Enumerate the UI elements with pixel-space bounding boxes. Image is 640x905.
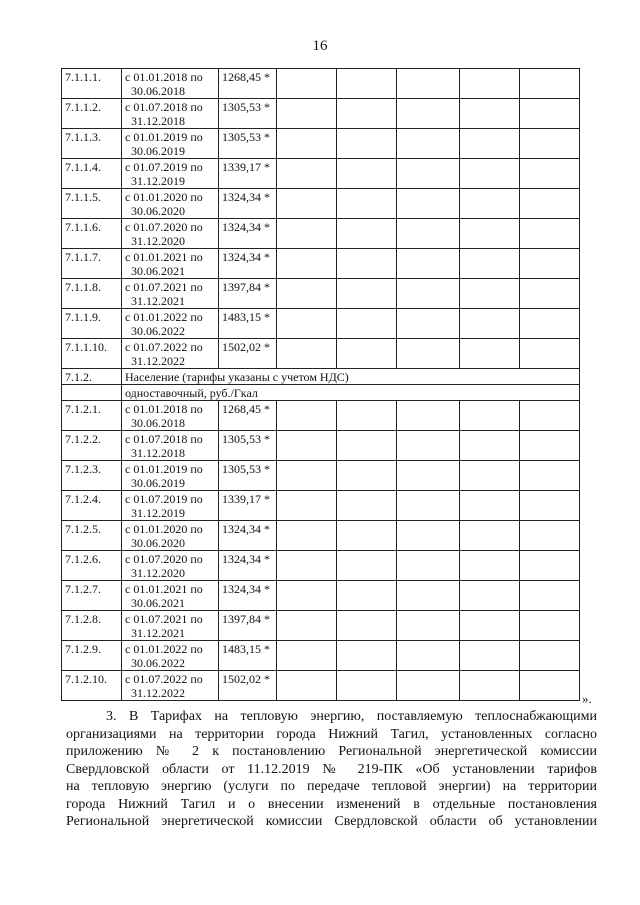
table-row (62, 431, 580, 461)
table-row (62, 249, 580, 279)
period-cell (122, 249, 219, 279)
table-row (62, 581, 580, 611)
empty-cell (397, 189, 460, 219)
empty-cell (520, 99, 580, 129)
period-start: с 01.01.2020 по (125, 522, 203, 536)
period-start: с 01.07.2018 по (125, 432, 203, 446)
period-start: с 01.01.2021 по (125, 582, 203, 596)
empty-cell (520, 611, 580, 641)
empty-cell (397, 551, 460, 581)
row-number: 7.1.2.6. (62, 551, 122, 581)
period-cell (122, 491, 219, 521)
empty-cell (520, 521, 580, 551)
empty-cell (277, 339, 337, 369)
tariff-value: 1339,17 * (219, 491, 277, 521)
empty-cell (277, 219, 337, 249)
row-number: 7.1.1.8. (62, 279, 122, 309)
paragraph-line: приложению № 2 к постановлению Региональной энергетической комиссии (66, 744, 597, 759)
empty-cell (397, 129, 460, 159)
tariff-value: 1324,34 * (219, 581, 277, 611)
empty-cell (337, 431, 397, 461)
empty-cell (460, 309, 520, 339)
empty-cell (520, 159, 580, 189)
tariff-value: 1397,84 * (219, 279, 277, 309)
period-end: 30.06.2019 (131, 476, 185, 490)
empty-cell (460, 249, 520, 279)
period-cell (122, 401, 219, 431)
row-number: 7.1.2.10. (62, 671, 122, 701)
empty-cell (397, 641, 460, 671)
row-number: 7.1.1.2. (62, 99, 122, 129)
row-number: 7.1.1.10. (62, 339, 122, 369)
empty-cell (277, 279, 337, 309)
table-row (62, 641, 580, 671)
period-start: с 01.07.2019 по (125, 160, 203, 174)
empty-cell (277, 491, 337, 521)
period-end: 30.06.2020 (131, 536, 185, 550)
period-start: с 01.07.2020 по (125, 220, 203, 234)
row-number: 7.1.2.9. (62, 641, 122, 671)
tariff-value: 1268,45 * (219, 401, 277, 431)
table-row (62, 369, 580, 385)
period-cell (122, 219, 219, 249)
empty-cell (277, 611, 337, 641)
table-row (62, 219, 580, 249)
row-number: 7.1.2.4. (62, 491, 122, 521)
period-cell (122, 431, 219, 461)
table-row (62, 309, 580, 339)
period-start: с 01.01.2018 по (125, 70, 203, 84)
empty-cell (460, 339, 520, 369)
period-end: 31.12.2020 (131, 566, 185, 580)
empty-cell (397, 671, 460, 701)
empty-cell (277, 249, 337, 279)
period-end: 31.12.2019 (131, 506, 185, 520)
empty-cell (520, 581, 580, 611)
period-end: 30.06.2018 (131, 84, 185, 98)
empty-cell (337, 521, 397, 551)
table-row (62, 521, 580, 551)
section-subheading: одноставочный, руб./Гкал (122, 385, 580, 401)
section-heading: Население (тарифы указаны с учетом НДС) (122, 369, 580, 385)
empty-cell (337, 279, 397, 309)
empty-cell (460, 461, 520, 491)
period-start: с 01.07.2019 по (125, 492, 203, 506)
empty-cell (337, 159, 397, 189)
paragraph-line: города Нижний Тагил и о внесении изменений в отдельные постановления (66, 796, 597, 812)
empty-cell (397, 69, 460, 99)
empty-cell (397, 491, 460, 521)
tariff-value: 1502,02 * (219, 339, 277, 369)
empty-cell (277, 159, 337, 189)
period-cell (122, 159, 219, 189)
empty-cell (337, 491, 397, 521)
period-end: 31.12.2019 (131, 174, 185, 188)
empty-cell (337, 401, 397, 431)
table-row (62, 99, 580, 129)
empty-cell (397, 611, 460, 641)
period-start: с 01.07.2021 по (125, 280, 203, 294)
empty-cell (337, 309, 397, 339)
period-cell (122, 339, 219, 369)
empty-cell (520, 461, 580, 491)
empty-cell (520, 431, 580, 461)
tariff-value: 1324,34 * (219, 521, 277, 551)
empty-cell (397, 431, 460, 461)
row-number: 7.1.1.3. (62, 129, 122, 159)
empty-cell (337, 219, 397, 249)
paragraph-line: 3. В Тарифах на тепловую энергию, поставляемую теплоснабжающими (106, 709, 597, 724)
empty-cell (520, 491, 580, 521)
empty-cell (337, 99, 397, 129)
row-number: 7.1.2.8. (62, 611, 122, 641)
period-end: 31.12.2018 (131, 446, 185, 460)
empty-cell (277, 641, 337, 671)
empty-cell (460, 99, 520, 129)
paragraph-line: Свердловской области от 11.12.2019 № 219-ПК «Об установлении тарифов (66, 761, 597, 777)
tariff-table-body (62, 69, 580, 701)
paragraph-line: на тепловую энергию (услуги по передаче тепловой энергии) на территории (66, 779, 597, 794)
empty-cell (460, 641, 520, 671)
period-end: 30.06.2021 (131, 264, 185, 278)
empty-cell (277, 189, 337, 219)
table-row (62, 401, 580, 431)
empty-cell (397, 581, 460, 611)
row-number: 7.1.2. (62, 369, 122, 385)
period-end: 30.06.2022 (131, 656, 185, 670)
tariff-value: 1268,45 * (219, 69, 277, 99)
tariff-value: 1305,53 * (219, 99, 277, 129)
tariff-value: 1324,34 * (219, 189, 277, 219)
empty-cell (337, 611, 397, 641)
empty-cell (277, 99, 337, 129)
empty-cell (520, 401, 580, 431)
table-row (62, 339, 580, 369)
empty-cell (520, 309, 580, 339)
period-end: 31.12.2022 (131, 354, 185, 368)
period-start: с 01.07.2018 по (125, 100, 203, 114)
row-number (62, 385, 122, 401)
row-number: 7.1.2.2. (62, 431, 122, 461)
empty-cell (460, 491, 520, 521)
empty-cell (397, 401, 460, 431)
empty-cell (460, 611, 520, 641)
tariff-value: 1305,53 * (219, 129, 277, 159)
empty-cell (460, 279, 520, 309)
empty-cell (277, 309, 337, 339)
empty-cell (337, 339, 397, 369)
period-cell (122, 611, 219, 641)
table-row (62, 491, 580, 521)
period-cell (122, 521, 219, 551)
period-end: 31.12.2021 (131, 294, 185, 308)
empty-cell (397, 249, 460, 279)
row-number: 7.1.1.6. (62, 219, 122, 249)
empty-cell (397, 521, 460, 551)
empty-cell (397, 159, 460, 189)
table-row (62, 461, 580, 491)
empty-cell (460, 581, 520, 611)
period-end: 31.12.2021 (131, 626, 185, 640)
period-start: с 01.01.2021 по (125, 250, 203, 264)
empty-cell (337, 551, 397, 581)
empty-cell (397, 99, 460, 129)
empty-cell (337, 581, 397, 611)
empty-cell (460, 129, 520, 159)
period-start: с 01.07.2021 по (125, 612, 203, 626)
period-cell (122, 189, 219, 219)
period-end: 30.06.2020 (131, 204, 185, 218)
tariff-value: 1324,34 * (219, 249, 277, 279)
empty-cell (520, 641, 580, 671)
empty-cell (337, 189, 397, 219)
tariff-value: 1502,02 * (219, 671, 277, 701)
period-end: 30.06.2021 (131, 596, 185, 610)
empty-cell (460, 671, 520, 701)
empty-cell (520, 129, 580, 159)
row-number: 7.1.1.1. (62, 69, 122, 99)
period-end: 30.06.2019 (131, 144, 185, 158)
table-row (62, 129, 580, 159)
period-cell (122, 279, 219, 309)
tariff-value: 1324,34 * (219, 551, 277, 581)
tariff-value: 1305,53 * (219, 461, 277, 491)
row-number: 7.1.2.1. (62, 401, 122, 431)
tariff-value: 1324,34 * (219, 219, 277, 249)
row-number: 7.1.1.5. (62, 189, 122, 219)
period-start: с 01.07.2020 по (125, 552, 203, 566)
empty-cell (460, 401, 520, 431)
empty-cell (460, 189, 520, 219)
period-start: с 01.07.2022 по (125, 340, 203, 354)
table-row (62, 279, 580, 309)
row-number: 7.1.1.9. (62, 309, 122, 339)
paragraph-line: организациями на территории города Нижний Тагил, установленных согласно (66, 726, 597, 742)
period-start: с 01.01.2022 по (125, 642, 203, 656)
table-row (62, 159, 580, 189)
empty-cell (460, 431, 520, 461)
empty-cell (337, 461, 397, 491)
period-cell (122, 581, 219, 611)
empty-cell (460, 219, 520, 249)
tariff-value: 1305,53 * (219, 431, 277, 461)
empty-cell (337, 671, 397, 701)
empty-cell (397, 219, 460, 249)
page-number: 16 (312, 38, 328, 54)
empty-cell (520, 671, 580, 701)
empty-cell (460, 551, 520, 581)
empty-cell (277, 401, 337, 431)
period-end: 31.12.2018 (131, 114, 185, 128)
empty-cell (337, 69, 397, 99)
period-cell (122, 309, 219, 339)
period-cell (122, 69, 219, 99)
table-row (62, 671, 580, 701)
row-number: 7.1.1.4. (62, 159, 122, 189)
empty-cell (277, 129, 337, 159)
period-cell (122, 99, 219, 129)
period-start: с 01.01.2022 по (125, 310, 203, 324)
row-number: 7.1.2.5. (62, 521, 122, 551)
period-cell (122, 641, 219, 671)
empty-cell (337, 249, 397, 279)
table-row (62, 385, 580, 401)
empty-cell (460, 159, 520, 189)
empty-cell (520, 279, 580, 309)
table-row (62, 189, 580, 219)
table-row (62, 69, 580, 99)
empty-cell (520, 189, 580, 219)
row-number: 7.1.1.7. (62, 249, 122, 279)
period-cell (122, 129, 219, 159)
empty-cell (460, 69, 520, 99)
empty-cell (277, 551, 337, 581)
period-end: 30.06.2018 (131, 416, 185, 430)
period-end: 31.12.2022 (131, 686, 185, 700)
empty-cell (337, 641, 397, 671)
empty-cell (277, 69, 337, 99)
empty-cell (337, 129, 397, 159)
row-number: 7.1.2.3. (62, 461, 122, 491)
empty-cell (277, 521, 337, 551)
empty-cell (397, 461, 460, 491)
period-end: 30.06.2022 (131, 324, 185, 338)
empty-cell (277, 671, 337, 701)
empty-cell (520, 219, 580, 249)
tariff-value: 1483,15 * (219, 641, 277, 671)
paragraph-line: Региональной энергетической комиссии Свердловской области об установлении (66, 814, 597, 829)
row-number: 7.1.2.7. (62, 581, 122, 611)
period-start: с 01.01.2018 по (125, 402, 203, 416)
tariff-value: 1483,15 * (219, 309, 277, 339)
empty-cell (277, 431, 337, 461)
period-cell (122, 461, 219, 491)
period-start: с 01.07.2022 по (125, 672, 203, 686)
empty-cell (460, 521, 520, 551)
period-end: 31.12.2020 (131, 234, 185, 248)
table-row (62, 551, 580, 581)
period-cell (122, 551, 219, 581)
empty-cell (397, 279, 460, 309)
closing-quote: ». (582, 691, 592, 706)
empty-cell (520, 551, 580, 581)
tariff-value: 1339,17 * (219, 159, 277, 189)
tariff-value: 1397,84 * (219, 611, 277, 641)
empty-cell (277, 581, 337, 611)
empty-cell (397, 309, 460, 339)
period-start: с 01.01.2019 по (125, 462, 203, 476)
empty-cell (397, 339, 460, 369)
empty-cell (520, 339, 580, 369)
empty-cell (520, 69, 580, 99)
period-start: с 01.01.2020 по (125, 190, 203, 204)
period-start: с 01.01.2019 по (125, 130, 203, 144)
period-cell (122, 671, 219, 701)
amendment-paragraph (66, 708, 597, 831)
tariff-table (61, 68, 580, 701)
empty-cell (520, 249, 580, 279)
empty-cell (277, 461, 337, 491)
table-row (62, 611, 580, 641)
